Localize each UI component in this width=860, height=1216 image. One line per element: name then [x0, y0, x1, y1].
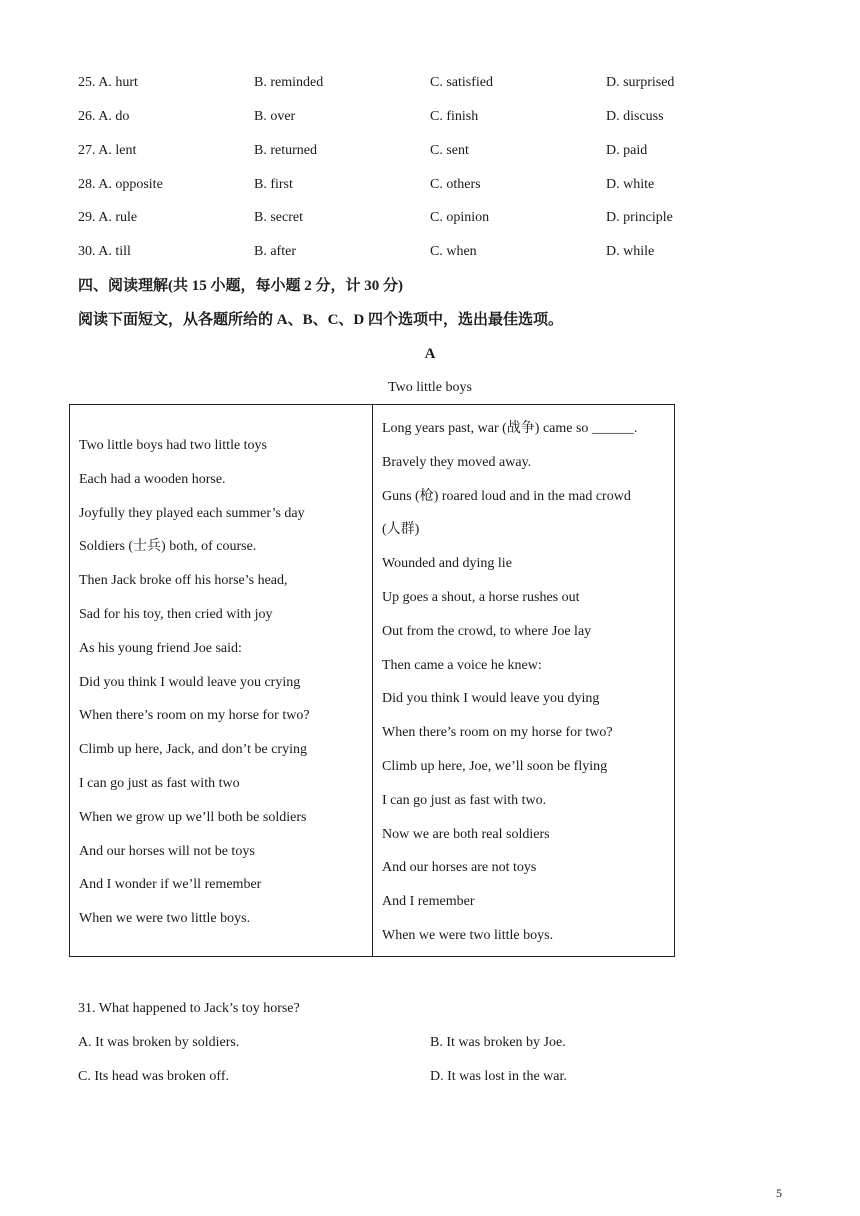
poem-line: And I wonder if we’ll remember [79, 877, 262, 893]
passage-letter: A [424, 346, 436, 362]
option-c: C. sent [430, 143, 469, 158]
question-31-option-b: B. It was broken by Joe. [430, 1035, 566, 1050]
option-b: B. over [254, 109, 296, 124]
option-d: D. while [606, 244, 655, 259]
question-31-option-a: A. It was broken by soldiers. [78, 1035, 240, 1050]
poem-line: I can go just as fast with two. [382, 792, 547, 808]
poem-line: And our horses will not be toys [79, 843, 255, 859]
option-b: B. returned [254, 143, 317, 158]
option-row-28 [78, 175, 778, 195]
poem-line: Up goes a shout, a horse rushes out [382, 589, 580, 605]
option-a: 30. A. till [78, 244, 131, 259]
poem-line: And I remember [382, 894, 475, 910]
option-d: D. paid [606, 143, 648, 158]
poem-right-column [373, 405, 675, 957]
question-31-stem: 31. What happened to Jack’s toy horse? [78, 1001, 300, 1016]
poem-line: When there’s room on my horse for two? [382, 725, 613, 741]
poem-line: Then came a voice he knew: [382, 657, 542, 673]
poem-line: Climb up here, Joe, we’ll soon be flying [382, 758, 608, 774]
poem-line: Did you think I would leave you dying [382, 691, 600, 707]
poem-line: When we were two little boys. [382, 927, 554, 943]
section-instruction: 阅读下面短文，从各题所给的 A、B、C、D 四个选项中，选出最佳选项。 [78, 312, 564, 328]
option-row-30 [78, 242, 778, 262]
passage-title: Two little boys [388, 380, 472, 395]
poem-left-column [70, 405, 373, 957]
poem-line: As his young friend Joe said: [79, 640, 242, 656]
option-a: 28. A. opposite [78, 177, 163, 192]
poem-line: Each had a wooden horse. [79, 471, 226, 487]
option-d: D. principle [606, 210, 673, 225]
option-b: B. secret [254, 210, 303, 225]
option-c: C. satisfied [430, 75, 493, 90]
poem-line: Did you think I would leave you crying [79, 674, 301, 690]
poem-line: When we grow up we’ll both be soldiers [79, 809, 307, 825]
poem-line: When we were two little boys. [79, 911, 251, 927]
option-d: D. discuss [606, 109, 664, 124]
poem-line: Two little boys had two little toys [79, 438, 268, 453]
option-b: B. first [254, 177, 293, 192]
section-title: 四、阅读理解(共 15 小题，每小题 2 分，计 30 分) [78, 278, 403, 294]
poem-table [69, 404, 675, 957]
poem-line: Bravely they moved away. [382, 454, 532, 470]
page-number: 5 [776, 1186, 782, 1200]
option-row-27 [78, 141, 778, 161]
poem-line: Now we are both real soldiers [382, 826, 550, 842]
poem-line: I can go just as fast with two [79, 775, 240, 791]
option-a: 27. A. lent [78, 143, 137, 158]
poem-line: When there’s room on my horse for two? [79, 708, 310, 724]
option-d: D. white [606, 177, 655, 192]
option-row-25 [78, 73, 778, 93]
option-row-26 [78, 107, 778, 127]
option-b: B. after [254, 244, 296, 259]
poem-line: Climb up here, Jack, and don’t be crying [79, 742, 307, 758]
poem-line: Guns (枪) roared loud and in the mad crowd [382, 488, 631, 504]
poem-line: Sad for his toy, then cried with joy [79, 606, 273, 622]
option-c: C. when [430, 244, 477, 259]
option-b: B. reminded [254, 75, 324, 90]
poem-line: Long years past, war (战争) came so ______. [382, 421, 638, 436]
option-row-29 [78, 208, 778, 228]
option-c: C. others [430, 177, 481, 192]
option-c: C. finish [430, 109, 479, 124]
poem-line: (人群) [382, 522, 420, 538]
option-d: D. surprised [606, 75, 675, 90]
poem-line: Out from the crowd, to where Joe lay [382, 623, 592, 639]
poem-line: Soldiers (士兵) both, of course. [79, 539, 257, 555]
poem-line: And our horses are not toys [382, 860, 537, 876]
option-a: 25. A. hurt [78, 75, 138, 90]
poem-line: Joyfully they played each summer’s day [79, 505, 305, 521]
poem-line: Then Jack broke off his horse’s head, [79, 573, 288, 589]
option-a: 26. A. do [78, 109, 130, 124]
option-c: C. opinion [430, 210, 490, 225]
option-a: 29. A. rule [78, 210, 138, 225]
question-31-option-d: D. It was lost in the war. [430, 1069, 567, 1084]
question-31-option-c: C. Its head was broken off. [78, 1069, 229, 1084]
poem-line: Wounded and dying lie [382, 556, 512, 572]
